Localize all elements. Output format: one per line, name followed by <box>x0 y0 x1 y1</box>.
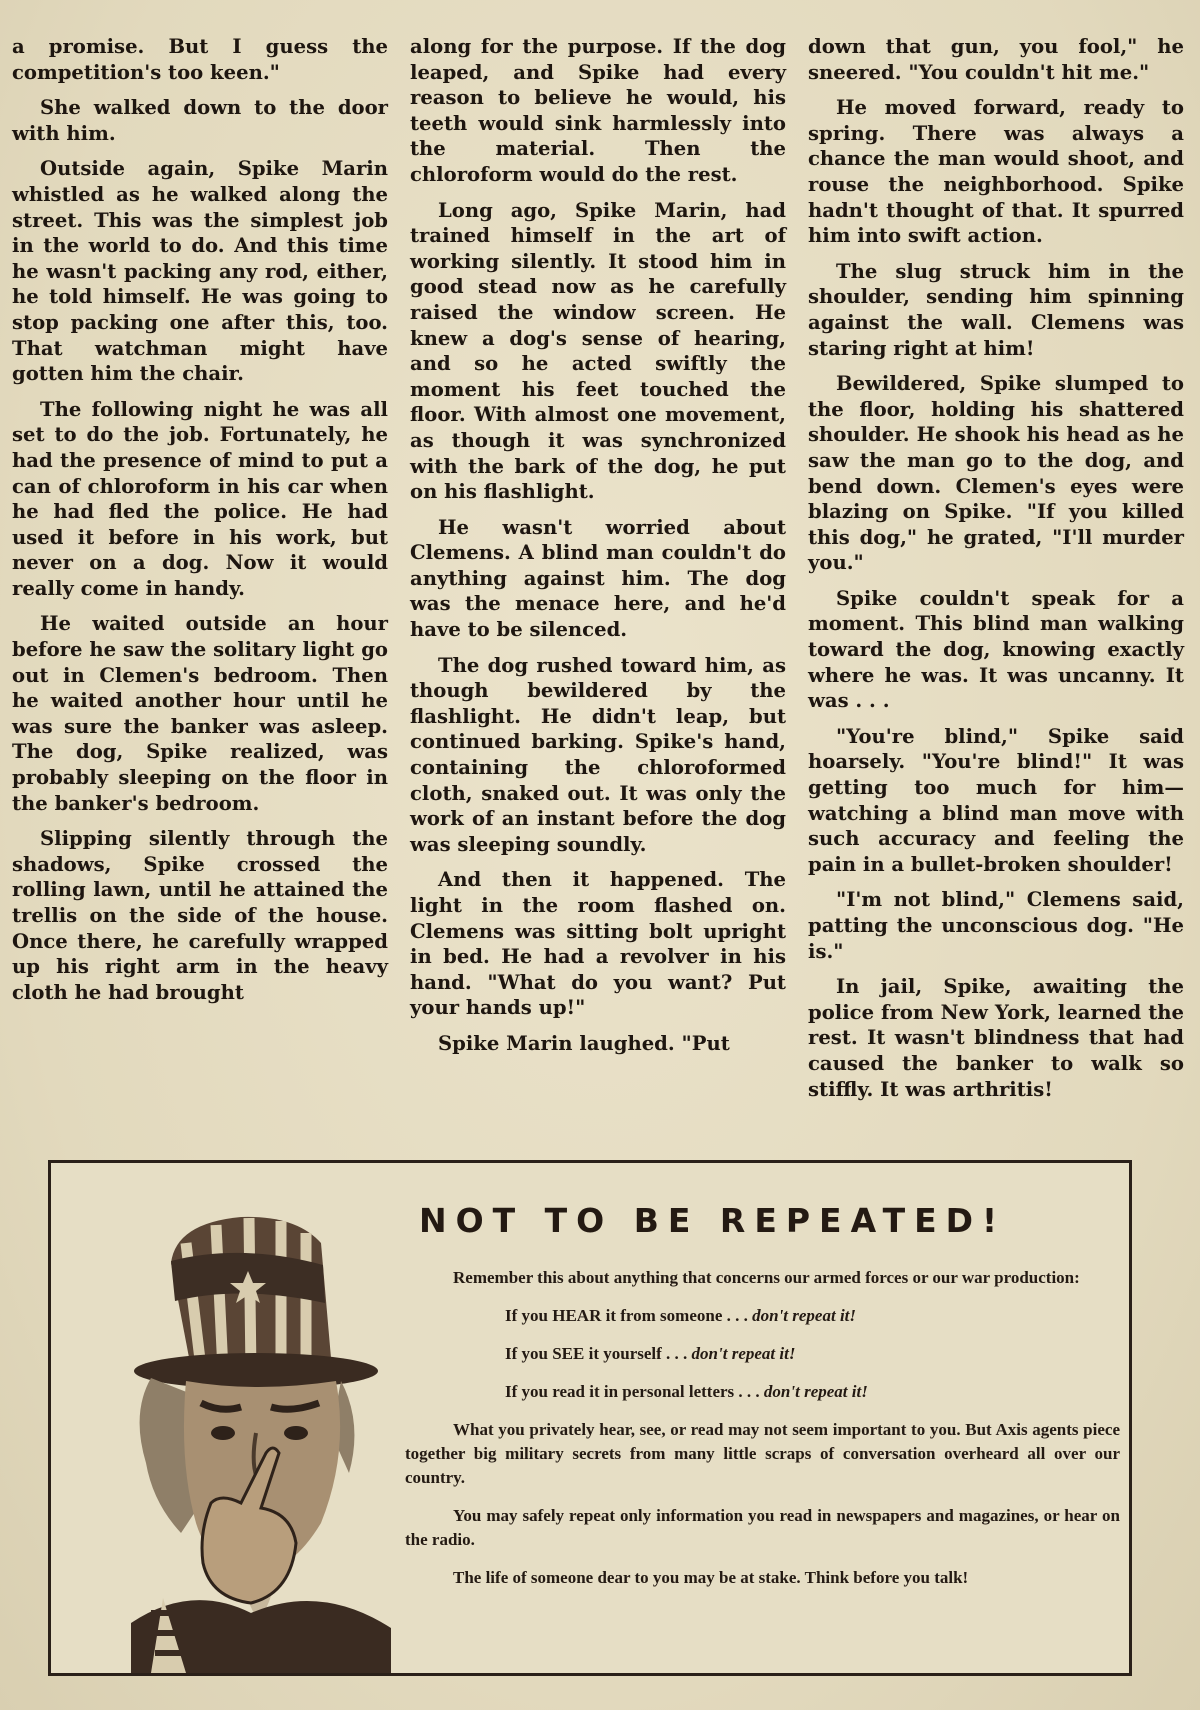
ad-intro: Remember this about anything that concerns our armed forces or our war production: <box>453 1268 1080 1287</box>
propaganda-ad-box <box>48 1160 1132 1676</box>
ad-rule-tag: don't repeat it! <box>752 1306 857 1325</box>
ad-rule <box>505 1342 1120 1366</box>
ad-headline: NOT TO BE REPEATED! <box>419 1201 1007 1240</box>
ad-paragraphs <box>405 1418 1120 1590</box>
story-column-3 <box>808 34 1184 1109</box>
story-columns <box>12 34 1184 1109</box>
story-paragraph: a promise. But I guess the competition's too keen." <box>12 35 388 84</box>
ad-rule-lead: If you SEE it yourself . . . <box>505 1344 692 1363</box>
story-paragraph: Spike Marin laughed. "Put <box>438 1031 730 1055</box>
story-paragraph: He wasn't worried about Clemens. A blind man couldn't do anything against him. The dog was the menace here, and he'd have to be silenced. <box>410 515 786 642</box>
story-paragraph: She walked down to the door with him. <box>12 96 388 145</box>
ad-paragraph: What you privately hear, see, or read may not seem important to you. But Axis agents piece together big military secrets from many little scraps of conversation overheard all over our country. <box>405 1420 1120 1487</box>
story-paragraph: Outside again, Spike Marin whistled as he walked along the street. This was the simplest job in the world to do. And this time he wasn't packing any rod, either, he told himself. He was going to stop packing one after this, too. That watchman might have gotten him the chair. <box>12 157 388 386</box>
story-paragraph: The following night he was all set to do the job. Fortunately, he had the presence of mind to put a can of chloroform in his car when he had fled the police. He had used it before in his work, but never on a dog. Now it would really come in handy. <box>12 397 388 600</box>
ad-rules <box>405 1304 1120 1404</box>
ad-rule-lead: If you read it in personal letters . . . <box>505 1382 764 1401</box>
story-paragraph: The slug struck him in the shoulder, sending him spinning against the wall. Clemens was staring right at him! <box>808 259 1184 360</box>
ad-rule <box>505 1380 1120 1404</box>
story-paragraph: "I'm not blind," Clemens said, patting the unconscious dog. "He is." <box>808 888 1184 963</box>
ad-rule <box>505 1304 1120 1328</box>
story-paragraph: In jail, Spike, awaiting the police from New York, learned the rest. It wasn't blindness that had caused the banker to walk so stiffly. It was arthritis! <box>808 975 1184 1101</box>
story-paragraph: "You're blind," Spike said hoarsely. "You're blind!" It was getting too much for him—watching a blind man move with such accuracy and feeling the pain in a bullet-broken shoulder! <box>808 724 1184 876</box>
story-paragraph: The dog rushed toward him, as though bewildered by the flashlight. He didn't leap, but continued barking. Spike's hand, containing the chloroformed cloth, snaked out. It was only the work of an instant before the dog was sleeping soundly. <box>410 653 786 856</box>
story-paragraph: along for the purpose. If the dog leaped, and Spike had every reason to believe he would, his teeth would sink harmlessly into the material. Then the chloroform would do the rest. <box>410 35 786 186</box>
story-paragraph: Long ago, Spike Marin, had trained himself in the art of working silently. It stood him in good stead now as he carefully raised the window screen. He knew a dog's sense of hearing, and so he acted swiftly the moment his feet touched the floor. With almost one movement, as though it was synchronized with the bark of the dog, he put on his flashlight. <box>410 198 786 504</box>
ad-rule-tag: don't repeat it! <box>763 1382 868 1401</box>
ad-rule-tag: don't repeat it! <box>691 1344 796 1363</box>
story-paragraph: Slipping silently through the shadows, Spike crossed the rolling lawn, until he attained the trellis on the side of the house. Once there, he carefully wrapped up his right arm in the heavy cloth he had brought <box>12 827 388 1004</box>
story-paragraph: down that gun, you fool," he sneered. "You couldn't hit me." <box>808 35 1184 84</box>
ad-text-block <box>405 1193 1120 1604</box>
uncle-sam-illustration <box>91 1203 411 1673</box>
story-paragraph: Bewildered, Spike slumped to the floor, holding his shattered shoulder. He shook his head as he saw the man go to the dog, and bend down. Clemen's eyes were blazing on Spike. "If you killed this dog," he grated, "I'll murder you." <box>808 372 1184 575</box>
story-paragraph: He waited outside an hour before he saw the solitary light go out in Clemen's bedroom. Then he waited another hour until he was sure the banker was asleep. The dog, Spike realized, was probably sleeping on the floor in the banker's bedroom. <box>12 612 388 815</box>
story-column-2 <box>410 34 786 1109</box>
ad-paragraph: The life of someone dear to you may be at stake. Think before you talk! <box>453 1568 969 1587</box>
story-paragraph: And then it happened. The light in the room flashed on. Clemens was sitting bolt upright in bed. He had a revolver in his hand. "What do you want? Put your hands up!" <box>410 868 786 1020</box>
ad-rule-lead: If you HEAR it from someone . . . <box>505 1306 753 1325</box>
story-column-1 <box>12 34 388 1109</box>
story-paragraph: Spike couldn't speak for a moment. This blind man walking toward the dog, knowing exactly where he was. It was uncanny. It was . . . <box>808 586 1184 713</box>
ad-paragraph: You may safely repeat only information you read in newspapers and magazines, or hear on the radio. <box>405 1506 1120 1549</box>
story-paragraph: He moved forward, ready to spring. There was always a chance the man would shoot, and rouse the neighborhood. Spike hadn't thought of that. It spurred him into swift action. <box>808 96 1184 248</box>
